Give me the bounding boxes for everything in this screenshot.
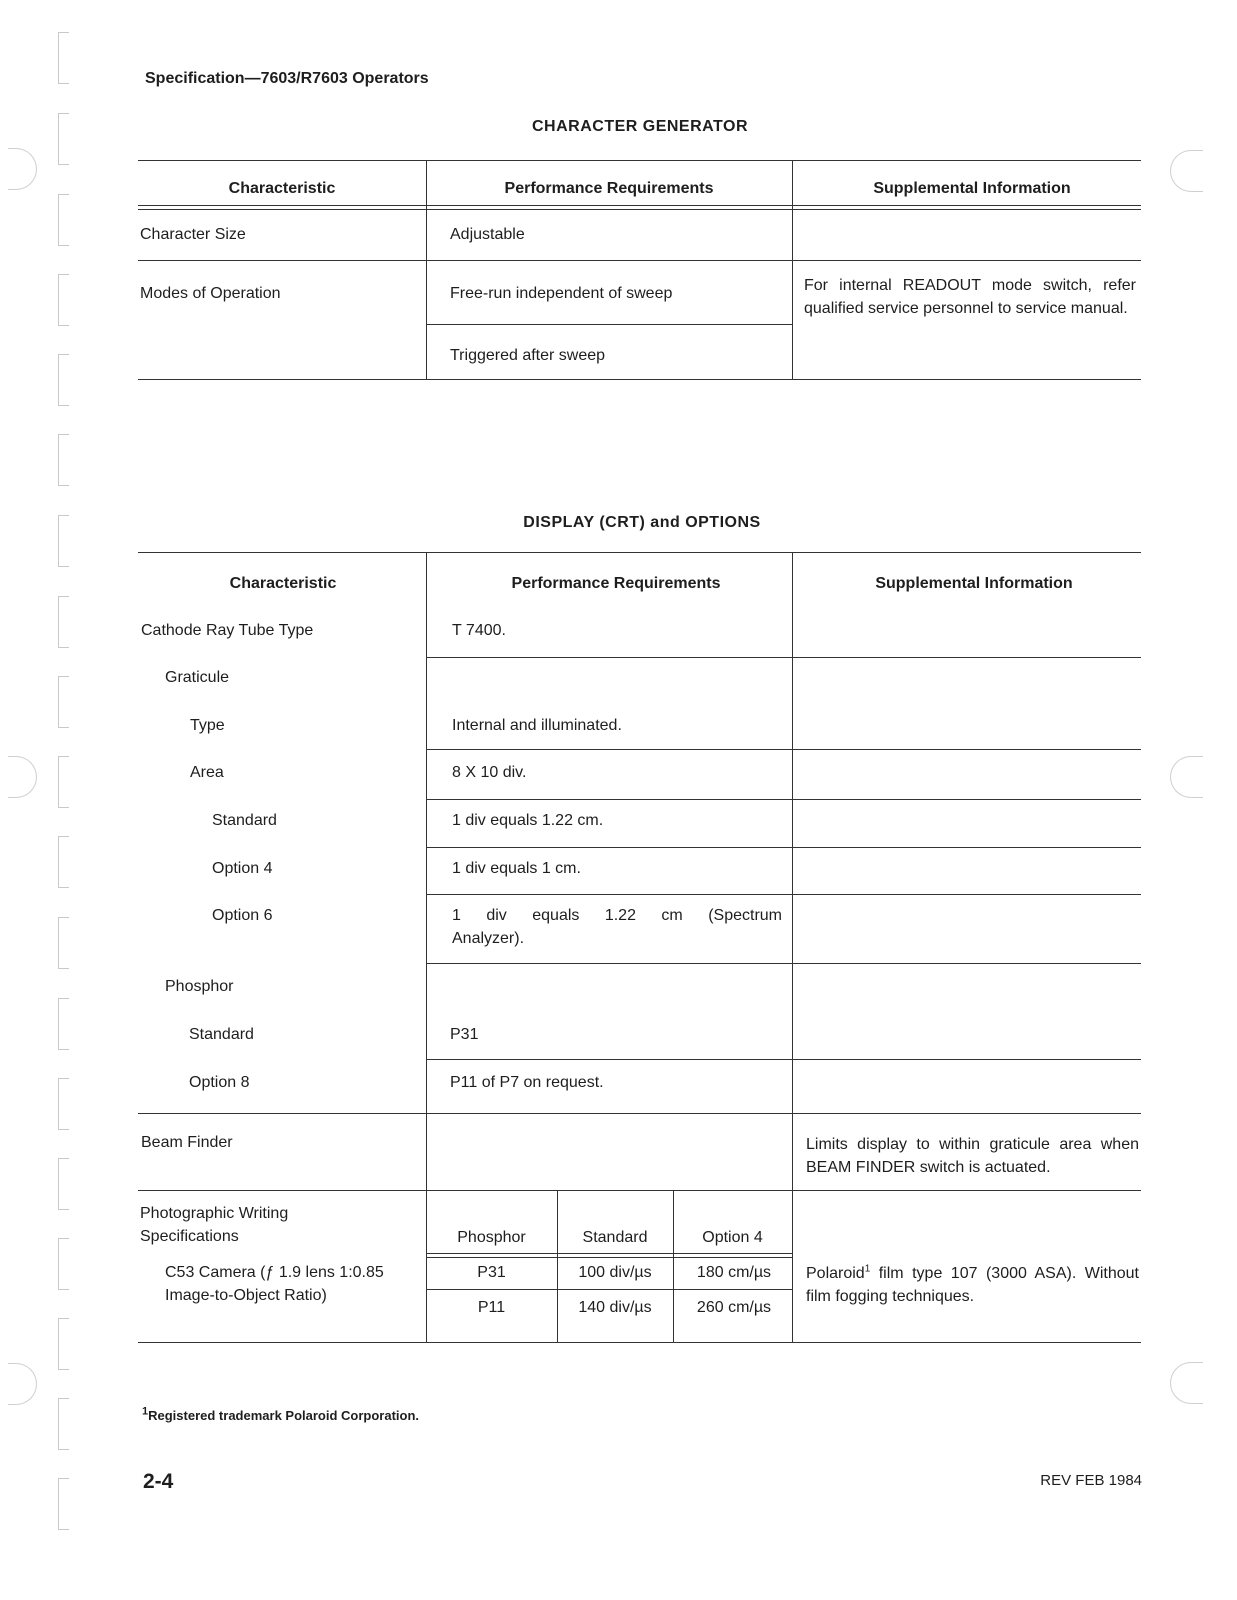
p31-option4: 180 cm/µs (696, 1264, 772, 1281)
area-standard-label: Standard (212, 812, 277, 829)
graticule-label: Graticule (165, 669, 230, 686)
p11-standard: 140 div/µs (578, 1299, 652, 1316)
crt-type-label: Cathode Ray Tube Type (141, 622, 314, 639)
area-value: 8 X 10 div. (452, 764, 527, 781)
modes-label: Modes of Operation (140, 285, 281, 302)
character-generator-title: CHARACTER GENERATOR (531, 118, 749, 135)
area-label: Area (190, 764, 224, 781)
option6-label: Option 6 (212, 907, 273, 924)
area-standard-value: 1 div equals 1.22 cm. (452, 812, 604, 829)
display-col-supplemental: Supplemental Information (875, 575, 1073, 592)
revision-date: REV FEB 1984 (1040, 1472, 1142, 1489)
modes-free-run: Free-run independent of sweep (450, 285, 673, 302)
sub-col-phosphor: Phosphor (457, 1229, 526, 1246)
option8-label: Option 8 (189, 1074, 250, 1091)
p31-label: P31 (477, 1264, 506, 1281)
character-size-value: Adjustable (450, 226, 525, 243)
crt-type-value: T 7400. (452, 622, 506, 639)
character-size-label: Character Size (140, 226, 246, 243)
p31-standard: 100 div/µs (578, 1264, 652, 1281)
beam-finder-supplemental: Limits display to within graticule area when BEAM FINDER switch is actuated. (806, 1136, 1139, 1176)
option6-value: 1 div equals 1.22 cm (Spectrum Analyzer). (452, 907, 782, 947)
option8-value: P11 of P7 on request. (450, 1074, 604, 1091)
photo-writing-label: Photographic Writing Specifications (140, 1205, 289, 1245)
modes-supplemental: For internal READOUT mode switch, refer qualified service personnel to service manual. (804, 277, 1136, 317)
graticule-type-label: Type (190, 717, 225, 734)
phosphor-standard-value: P31 (450, 1026, 479, 1043)
p11-label: P11 (477, 1299, 506, 1316)
sub-col-option4: Option 4 (702, 1229, 763, 1246)
col-characteristic: Characteristic (228, 180, 336, 197)
phosphor-standard-label: Standard (189, 1026, 254, 1043)
photo-supplemental: Polaroid$^1$ film type 107 (3000 ASA). Without film fogging techniques. (806, 1263, 1139, 1305)
beam-finder-label: Beam Finder (141, 1134, 233, 1151)
option4-label: Option 4 (212, 860, 273, 877)
display-col-performance: Performance Requirements (511, 575, 721, 592)
display-title: DISPLAY (CRT) and OPTIONS (523, 514, 761, 531)
col-performance: Performance Requirements (504, 180, 714, 197)
option4-value: 1 div equals 1 cm. (452, 860, 581, 877)
modes-triggered: Triggered after sweep (450, 347, 606, 364)
footnote: $^1$Registered trademark Polaroid Corporation. (142, 1405, 420, 1423)
sub-col-standard: Standard (582, 1229, 648, 1246)
p11-option4: 260 cm/µs (696, 1299, 772, 1316)
camera-label: C53 Camera (ƒ 1.9 lens 1:0.85 Image-to-Object Ratio) (165, 1264, 384, 1304)
graticule-type-value: Internal and illuminated. (452, 717, 622, 734)
col-supplemental: Supplemental Information (873, 180, 1071, 197)
phosphor-label: Phosphor (165, 978, 234, 995)
running-head: Specification—7603/R7603 Operators (145, 70, 429, 87)
display-col-characteristic: Characteristic (229, 575, 337, 592)
page-number: 2-4 (143, 1470, 174, 1493)
